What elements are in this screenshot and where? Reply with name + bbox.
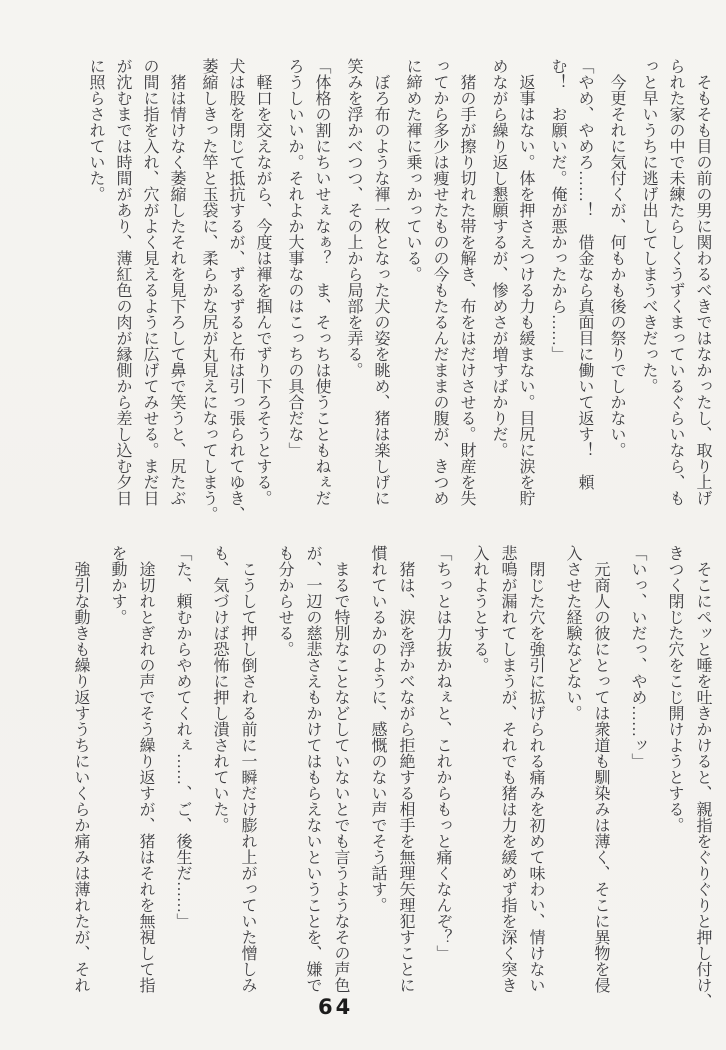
paragraph (195, 58, 276, 522)
paragraph (66, 545, 94, 993)
text-line: ぼろ布のような褌一枚となった犬の姿を眺め、猪は楽しげに (372, 58, 389, 506)
text-line: 「やめ、やめろ……！ 借金なら真面目に働いて返す！ 頼 (576, 58, 593, 490)
text-line: 悲鳴が漏れてしまうが、それでも猪は力を緩めず指を深く突き (499, 545, 516, 993)
text-line: 元商人の彼にとっては衆道も馴染みは薄く、そこに異物を侵 (592, 545, 609, 993)
text-line: 返事はない。体を押さえつける力も緩まない。目尻に涙を貯 (517, 58, 534, 506)
text-line: そもそも目の前の男に関わるべきではなかったし、取り上げ (694, 58, 711, 506)
paragraph (485, 58, 539, 506)
paragraph (281, 58, 335, 506)
text-line: 入させた経験などない。 (564, 545, 581, 721)
paragraph (544, 58, 598, 490)
text-line: 猪の手が擦り切れた帯を解き、布をはだけさせる。財産を失 (458, 58, 475, 506)
paragraph (270, 545, 354, 993)
text-line: む！ お願いだ。俺が悪かったから……」 (549, 58, 566, 362)
paragraph (603, 58, 630, 458)
text-line: に照らされていた。 (87, 58, 104, 202)
paragraph (103, 545, 159, 993)
text-line: の間に指を入れ、穴がよく見えるように広げてみせる。まだ日 (141, 58, 158, 506)
text-line: 強引な動きも繰り返すうちにいくらか痛みは薄れたが、それ (72, 545, 89, 993)
text-line: も分からせる。 (276, 545, 293, 657)
text-line: 笑みを浮かべつつ、その上から局部を弄る。 (345, 58, 362, 378)
paragraph (623, 545, 651, 769)
page-number: 64 (318, 995, 354, 1019)
text-line: を動かす。 (109, 545, 126, 625)
text-line: ってから多少は痩せたものの今もたるんだままの腹が、きつめ (431, 58, 448, 506)
text-line: 猪は、涙を浮かべながら拒絶する相手を無理矢理犯すことに (397, 545, 414, 993)
text-line: っと早いうちに逃げ出してしまうべきだった。 (640, 58, 657, 394)
text-block-top (77, 58, 716, 522)
text-line: に締めた褌に乗っかっている。 (404, 58, 421, 282)
text-line: 「体格の割にちいせぇなぁ？ ま、そっちは使うこともねぇだ (313, 58, 330, 506)
paragraph (363, 545, 419, 993)
text-line: も、気づけば恐怖に押し潰されていた。 (211, 545, 228, 833)
paragraph (465, 545, 549, 993)
text-line: が沈むまでは時間があり、薄紅色の肉が縁側から差し込む夕日 (114, 58, 131, 506)
paragraph (399, 58, 480, 506)
text-line: 犬は股を閉じて抵抗するが、ずるずると布は引っ張られてゆき、 (227, 58, 244, 522)
text-line: そこにペッと唾を吐きかけると、親指をぐりぐりと押し付け、 (694, 545, 711, 1009)
paragraph (635, 58, 716, 506)
text-line: 「ちっとは力抜かねぇと、これからもっと痛くなんぞ？」 (434, 545, 451, 961)
text-line: こうして押し倒される前に一瞬だけ膨れ上がっていた憎しみ (239, 545, 256, 993)
text-line: 慣れているかのように、感慨のない声でそう話す。 (369, 545, 386, 913)
text-line: きつく閉じた穴をこじ開けようとする。 (666, 545, 683, 833)
paragraph (428, 545, 456, 961)
text-line: 入れようとする。 (471, 545, 488, 673)
paragraph (82, 58, 190, 506)
text-line: 「いっ、いだっ、やめ……ッ」 (629, 545, 646, 769)
paragraph (205, 545, 261, 993)
text-line: ろうしいいか。それよか大事なのはこっちの具合だな」 (286, 58, 303, 458)
paragraph (558, 545, 614, 993)
text-line: 途切れとぎれの声でそう繰り返すが、猪はそれを無視して指 (137, 545, 154, 993)
text-line: まるで特別なことなどしていないとでも言うようなその声色 (332, 545, 349, 993)
text-line: 萎縮しきった竿と玉袋に、柔らかな尻が丸見えになってしまう。 (200, 58, 217, 522)
text-line: が、一辺の慈悲さえもかけてはもらえないということを、嫌で (304, 545, 321, 993)
text-line: 今更それに気付くが、何もかも後の祭りでしかない。 (608, 58, 625, 458)
text-line: 猪は情けなく萎縮したそれを見下ろして鼻で笑うと、尻たぶ (168, 58, 185, 506)
text-line: 閉じた穴を強引に拡げられる痛みを初めて味わい、情けない (527, 545, 544, 993)
text-line: めながら繰り返し懇願するが、惨めさが増すばかりだ。 (490, 58, 507, 458)
text-line: られた家の中で未練たらしくうずくまっているぐらいなら、も (667, 58, 684, 506)
text-line: 軽口を交えながら、今度は褌を掴んでずり下ろそうとする。 (254, 58, 271, 506)
paragraph (660, 545, 716, 1009)
text-line: 「た、頼むからやめてくれぇ……、ご、後生だ……」 (174, 545, 191, 929)
paragraph (340, 58, 394, 506)
paragraph (168, 545, 196, 929)
